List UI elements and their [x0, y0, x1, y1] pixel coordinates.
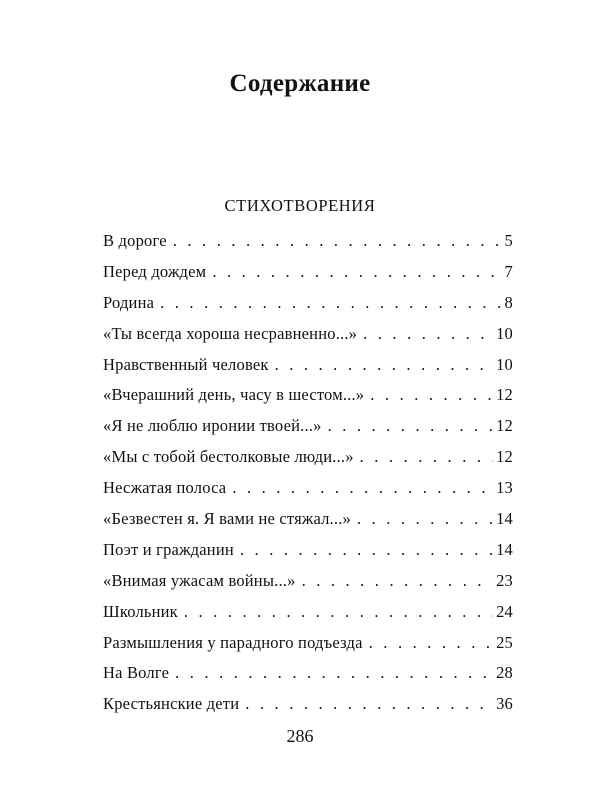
dot-leader [245, 694, 493, 714]
toc-entry-page: 12 [496, 416, 513, 436]
toc-entry-title: На Волге [103, 663, 170, 683]
page-title: Содержание [229, 70, 371, 97]
dot-leader [370, 385, 493, 405]
toc-entry-title: Несжатая полоса [103, 478, 227, 498]
toc-entry-title: Поэт и гражданин [103, 539, 234, 559]
toc-entry-page: 36 [496, 694, 513, 714]
toc-entry[interactable] [103, 602, 513, 633]
toc-entry-page: 12 [496, 385, 513, 405]
toc-entry[interactable] [103, 663, 513, 694]
toc-entry-page: 10 [496, 323, 513, 343]
toc-entry-title: Размышления у парадного подъезда [103, 632, 363, 652]
toc-entry-page: 28 [496, 663, 513, 683]
toc-entry-page: 24 [496, 601, 513, 621]
toc-entry[interactable] [103, 540, 513, 571]
dot-leader [363, 324, 493, 344]
toc-entry[interactable] [103, 231, 513, 262]
dot-leader [328, 416, 494, 436]
toc-entry-title: Перед дождем [103, 261, 207, 281]
table-of-contents [103, 231, 513, 725]
toc-entry[interactable] [103, 447, 513, 478]
dot-leader [175, 663, 493, 683]
dot-leader [275, 355, 494, 375]
toc-entry-page: 23 [496, 570, 513, 590]
dot-leader [232, 478, 493, 498]
toc-entry-page: 8 [504, 292, 513, 312]
toc-entry-title: «Безвестен я. Я вами не стяжал...» [103, 509, 351, 529]
toc-entry[interactable] [103, 633, 513, 664]
toc-entry-title: Школьник [103, 601, 178, 621]
toc-entry[interactable] [103, 416, 513, 447]
dot-leader [360, 447, 493, 467]
toc-entry-title: «Я не люблю иронии твоей...» [103, 416, 322, 436]
toc-entry[interactable] [103, 571, 513, 602]
toc-entry-page: 12 [496, 447, 513, 467]
toc-entry[interactable] [103, 324, 513, 355]
toc-entry[interactable] [103, 385, 513, 416]
toc-entry[interactable] [103, 262, 513, 293]
toc-entry-title: В дороге [103, 231, 167, 250]
toc-entry-title: Крестьянские дети [103, 694, 240, 714]
page-number: 286 [286, 726, 314, 746]
toc-entry-title: «Внимая ужасам войны...» [103, 570, 296, 590]
dot-leader [184, 602, 493, 622]
toc-entry-title: Нравственный человек [103, 354, 269, 374]
toc-entry-title: Родина [103, 292, 155, 312]
toc-entry-page: 14 [496, 509, 513, 529]
toc-entry[interactable] [103, 293, 513, 324]
toc-entry-title: «Вчерашний день, часу в шестом...» [103, 385, 365, 405]
toc-entry[interactable] [103, 478, 513, 509]
dot-leader [369, 633, 493, 653]
dot-leader [160, 293, 501, 313]
toc-entry[interactable] [103, 509, 513, 540]
toc-entry-title: «Ты всегда хороша несравненно...» [103, 323, 358, 343]
toc-entry-title: «Мы с тобой бестолковые люди...» [103, 447, 354, 467]
dot-leader [357, 509, 493, 529]
section-heading: СТИХОТВОРЕНИЯ [224, 196, 376, 215]
toc-entry-page: 14 [496, 539, 513, 559]
toc-entry-page: 25 [496, 632, 513, 652]
toc-entry-page: 7 [504, 261, 513, 281]
toc-entry-page: 13 [496, 478, 513, 498]
dot-leader [173, 231, 502, 251]
dot-leader [240, 540, 493, 560]
toc-entry[interactable] [103, 355, 513, 386]
dot-leader [302, 571, 494, 591]
dot-leader [212, 262, 501, 282]
toc-entry-page: 10 [496, 354, 513, 374]
toc-entry[interactable] [103, 694, 513, 725]
toc-entry-page: 5 [504, 231, 513, 250]
